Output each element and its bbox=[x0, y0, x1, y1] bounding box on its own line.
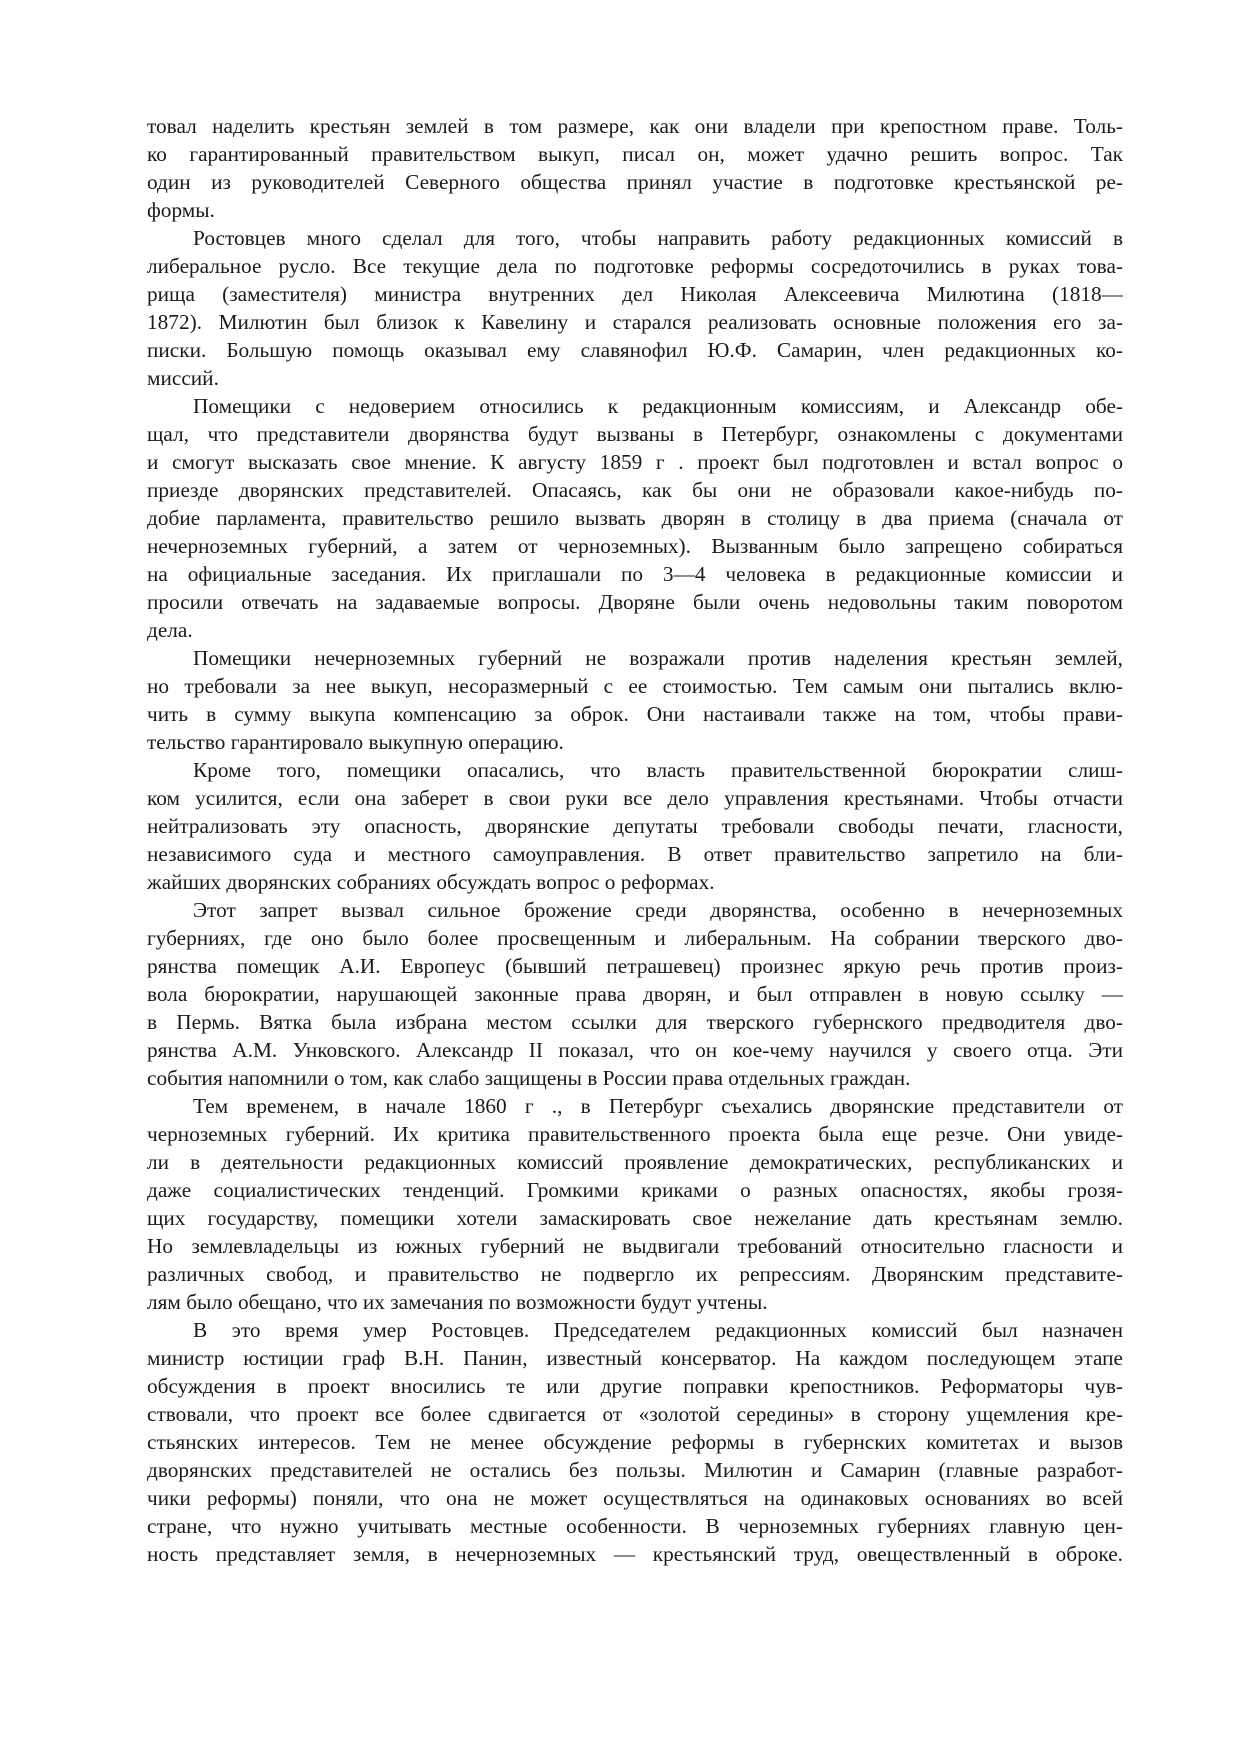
text-line: тельство гарантировало выкупную операцию. bbox=[147, 730, 564, 754]
text-line: рянства помещик А.И. Европеус (бывший петрашевец) произнес яркую речь против произ- bbox=[147, 954, 1123, 978]
text-line: рянства А.М. Унковского. Александр II показал, что он кое-чему научился у своего отца. Эти bbox=[147, 1038, 1123, 1062]
text-line: щих государству, помещики хотели замаскировать свое нежелание дать крестьянам землю. bbox=[147, 1206, 1123, 1230]
text-line: ствовали, что проект все более сдвигается от «золотой середины» в сторону ущемления кре- bbox=[147, 1402, 1123, 1426]
text-line: и смогут высказать свое мнение. К августу 1859 г . проект был подготовлен и встал вопрос о bbox=[147, 450, 1123, 474]
text-line: ком усилится, если она заберет в свои руки все дело управления крестьянами. Чтобы отчасти bbox=[147, 786, 1123, 810]
text-line: просили отвечать на задаваемые вопросы. Дворяне были очень недовольны таким поворотом bbox=[147, 590, 1123, 614]
text-line: ность представляет земля, в нечерноземных — крестьянский труд, овеществленный в оброке. bbox=[147, 1542, 1123, 1566]
text-line: Но землевладельцы из южных губерний не выдвигали требований относительно гласности и bbox=[147, 1234, 1123, 1258]
text-line: дворянских представителей не остались без пользы. Милютин и Самарин (главные разработ- bbox=[147, 1458, 1123, 1482]
paragraph bbox=[147, 896, 1123, 1092]
text-line: либеральное русло. Все текущие дела по подготовке реформы сосредоточились в руках това- bbox=[147, 254, 1123, 278]
text-line: Помещики нечерноземных губерний не возражали против наделения крестьян землей, bbox=[193, 646, 1123, 670]
text-line: Ростовцев много сделал для того, чтобы направить работу редакционных комиссий в bbox=[193, 226, 1123, 250]
text-line: независимого суда и местного самоуправления. В ответ правительство запретило на бли- bbox=[147, 842, 1123, 866]
text-line: миссий. bbox=[147, 366, 219, 390]
paragraph bbox=[147, 392, 1123, 644]
text-line: писки. Большую помощь оказывал ему славянофил Ю.Ф. Самарин, член редакционных ко- bbox=[147, 338, 1123, 362]
text-line: черноземных губерний. Их критика правительственного проекта была еще резче. Они увиде- bbox=[147, 1122, 1123, 1146]
text-line: жайших дворянских собраниях обсуждать вопрос о реформах. bbox=[147, 870, 715, 894]
paragraph bbox=[147, 112, 1123, 224]
text-line: ко гарантированный правительством выкуп, писал он, может удачно решить вопрос. Так bbox=[147, 142, 1123, 166]
text-line: обсуждения в проект вносились те или другие поправки крепостников. Реформаторы чув- bbox=[147, 1374, 1123, 1398]
text-line: вола бюрократии, нарушающей законные права дворян, и был отправлен в новую ссылку — bbox=[147, 982, 1123, 1006]
paragraph bbox=[147, 224, 1123, 392]
text-line: добие парламента, правительство решило вызвать дворян в столицу в два приема (сначала от bbox=[147, 506, 1123, 530]
paragraph bbox=[147, 1092, 1123, 1316]
text-line: В это время умер Ростовцев. Председателем редакционных комиссий был назначен bbox=[193, 1318, 1123, 1342]
text-line: на официальные заседания. Их приглашали по 3—4 человека в редакционные комиссии и bbox=[147, 562, 1123, 586]
text-line: губерниях, где оно было более просвещенным и либеральным. На собрании тверского дво- bbox=[147, 926, 1123, 950]
document-page bbox=[147, 112, 1123, 1568]
text-line: 1872). Милютин был близок к Кавелину и старался реализовать основные положения его за- bbox=[147, 310, 1123, 334]
text-line: Кроме того, помещики опасались, что власть правительственной бюрократии слиш- bbox=[193, 758, 1123, 782]
text-line: товал наделить крестьян землей в том размере, как они владели при крепостном праве. Толь- bbox=[147, 114, 1123, 138]
paragraph bbox=[147, 756, 1123, 896]
text-line: министр юстиции граф В.Н. Панин, известный консерватор. На каждом последующем этапе bbox=[147, 1346, 1123, 1370]
text-line: формы. bbox=[147, 198, 215, 222]
text-line: различных свобод, и правительство не подвергло их репрессиям. Дворянским представите- bbox=[147, 1262, 1123, 1286]
text-line: щал, что представители дворянства будут вызваны в Петербург, ознакомлены с документами bbox=[147, 422, 1123, 446]
text-line: дела. bbox=[147, 618, 193, 642]
text-line: в Пермь. Вятка была избрана местом ссылки для тверского губернского предводителя дво- bbox=[147, 1010, 1123, 1034]
text-line: чить в сумму выкупа компенсацию за оброк. Они настаивали также на том, чтобы прави- bbox=[147, 702, 1123, 726]
text-line: рища (заместителя) министра внутренних дел Николая Алексеевича Милютина (1818— bbox=[147, 282, 1123, 306]
text-line: Помещики с недоверием относились к редакционным комиссиям, и Александр обе- bbox=[193, 394, 1123, 418]
text-line: стране, что нужно учитывать местные особенности. В черноземных губерниях главную цен- bbox=[147, 1514, 1123, 1538]
text-line: Тем временем, в начале 1860 г ., в Петербург съехались дворянские представители от bbox=[193, 1094, 1123, 1118]
text-line: даже социалистических тенденций. Громкими криками о разных опасностях, якобы грозя- bbox=[147, 1178, 1123, 1202]
text-line: лям было обещано, что их замечания по возможности будут учтены. bbox=[147, 1290, 768, 1314]
text-line: события напомнили о том, как слабо защищены в России права отдельных граждан. bbox=[147, 1066, 911, 1090]
text-line: чики реформы) поняли, что она не может осуществляться на одинаковых основаниях во всей bbox=[147, 1486, 1123, 1510]
text-line: Этот запрет вызвал сильное брожение среди дворянства, особенно в нечерноземных bbox=[193, 898, 1123, 922]
text-line: приезде дворянских представителей. Опасаясь, как бы они не образовали какое-нибудь по- bbox=[147, 478, 1123, 502]
text-line: нейтрализовать эту опасность, дворянские депутаты требовали свободы печати, гласности, bbox=[147, 814, 1123, 838]
text-line: один из руководителей Северного общества принял участие в подготовке крестьянской ре- bbox=[147, 170, 1123, 194]
text-line: стьянских интересов. Тем не менее обсуждение реформы в губернских комитетах и вызов bbox=[147, 1430, 1123, 1454]
text-line: нечерноземных губерний, а затем от черноземных). Вызванным было запрещено собираться bbox=[147, 534, 1123, 558]
text-line: но требовали за нее выкуп, несоразмерный с ее стоимостью. Тем самым они пытались вклю- bbox=[147, 674, 1123, 698]
paragraph bbox=[147, 1316, 1123, 1568]
paragraph bbox=[147, 644, 1123, 756]
text-line: ли в деятельности редакционных комиссий проявление демократических, республиканских и bbox=[147, 1150, 1123, 1174]
